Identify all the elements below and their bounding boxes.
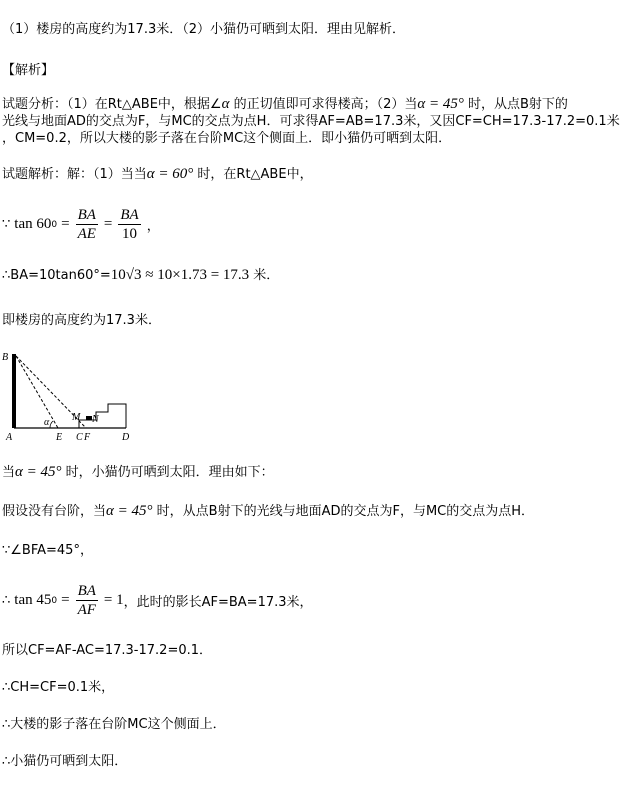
analysis-eq: α = 45° <box>417 96 464 112</box>
fraction-ba-10 <box>118 206 140 243</box>
fraction-ba-af <box>76 582 98 619</box>
tan45-fn: tan 45 <box>14 592 52 608</box>
solution-intro-b: 时，在Rt△ABE中， <box>193 167 313 182</box>
fraction-ba-ae <box>76 206 98 243</box>
answer-line: （1）楼房的高度约为17.3米．（2）小猫仍可晒到太阳．理由见解析． <box>2 22 405 37</box>
analysis-text-a: 试题分析：（1）在Rt△ABE中，根据∠ <box>2 97 222 112</box>
because-symbol: ∵ <box>2 217 11 232</box>
ba-value-line <box>2 268 279 283</box>
building-shadow-figure <box>0 348 140 442</box>
assume-b: 时，从点B射下的光线与地面AD的交点为F，与MC的交点为点H． <box>152 504 535 519</box>
label-a: A <box>6 432 13 442</box>
tan45-equation <box>2 582 313 619</box>
conclusion-line: ∴小猫仍可晒到太阳． <box>2 754 128 769</box>
claim-eq: α = 45° <box>15 464 62 480</box>
angle-bfa: ∵∠BFA=45°， <box>2 543 93 558</box>
claim-b: 时，小猫仍可晒到太阳．理由如下： <box>61 465 274 480</box>
analysis-text-b: 的正切值即可求得楼高；（2）当 <box>229 97 418 112</box>
assume-a: 假设没有台阶，当 <box>2 504 107 519</box>
fraction-denominator: 10 <box>122 226 138 242</box>
tan60-degree: 0 <box>51 219 58 230</box>
analysis-text-c: 时，从点B射下的 <box>463 97 568 112</box>
label-e: E <box>56 432 63 442</box>
label-m: M <box>72 412 81 423</box>
label-f: F <box>84 432 91 442</box>
solution-intro-eq: α = 60° <box>146 166 194 182</box>
cf-line: 所以CF=AF-AC=17.3-17.2=0.1． <box>2 643 213 658</box>
fraction-numerator: BA <box>120 207 139 223</box>
tan45-eq: = <box>61 592 70 608</box>
assume-eq: α = 45° <box>106 503 153 519</box>
claim-a: 当 <box>2 465 16 480</box>
ray-b-e <box>16 356 58 428</box>
fraction-denominator: AE <box>77 226 96 242</box>
label-alpha: α <box>44 417 50 428</box>
tan45-value: = 1 <box>103 592 124 608</box>
tan45-tail: ，此时的影长AF=BA=17.3米， <box>123 595 313 610</box>
tan60-tail: ， <box>146 219 160 234</box>
fraction-numerator: BA <box>77 583 96 599</box>
label-b: B <box>2 352 9 363</box>
tan60-eq-2: = <box>103 216 113 232</box>
tan45-degree: 0 <box>51 595 58 606</box>
part2-assumption <box>2 504 534 519</box>
height-result: 即楼房的高度约为17.3米． <box>2 313 161 328</box>
therefore-symbol: ∴ <box>2 593 11 608</box>
ba-text: ∴BA=10tan60°= <box>2 268 111 283</box>
angle-arc <box>50 421 53 428</box>
tan60-equation <box>2 206 160 243</box>
tan60-eq-1: = <box>61 216 70 232</box>
analysis-alpha: α <box>221 96 230 112</box>
part2-claim <box>2 465 274 480</box>
label-c: C <box>76 432 83 442</box>
section-title: 【解析】 <box>2 63 55 78</box>
solution-intro-a: 试题解析：解：（1）当当 <box>2 167 147 182</box>
analysis-line-2: 光线与地面AD的交点为F，与MC的交点为点H．可求得AF=AB=17.3米，又因CF=CH=17.3-17.2=0.1米 <box>2 114 620 129</box>
analysis-line-3: ，CM=0.2，所以大楼的影子落在台阶MC这个侧面上．即小猫仍可晒到太阳． <box>2 131 452 146</box>
ba-unit: 米． <box>249 268 280 283</box>
analysis-line-1 <box>2 97 568 112</box>
fraction-numerator: BA <box>77 207 96 223</box>
shadow-line: ∴大楼的影子落在台阶MC这个侧面上． <box>2 717 226 732</box>
solution-intro <box>2 167 313 182</box>
label-d: D <box>122 432 130 442</box>
ch-line: ∴CH=CF=0.1米， <box>2 680 115 695</box>
fraction-denominator: AF <box>77 602 96 618</box>
tan60-fn: tan 60 <box>14 216 52 232</box>
building <box>12 354 16 428</box>
ba-expression: 10√3 ≈ 10×1.73 = 17.3 <box>110 267 250 283</box>
label-n: N <box>92 414 99 425</box>
